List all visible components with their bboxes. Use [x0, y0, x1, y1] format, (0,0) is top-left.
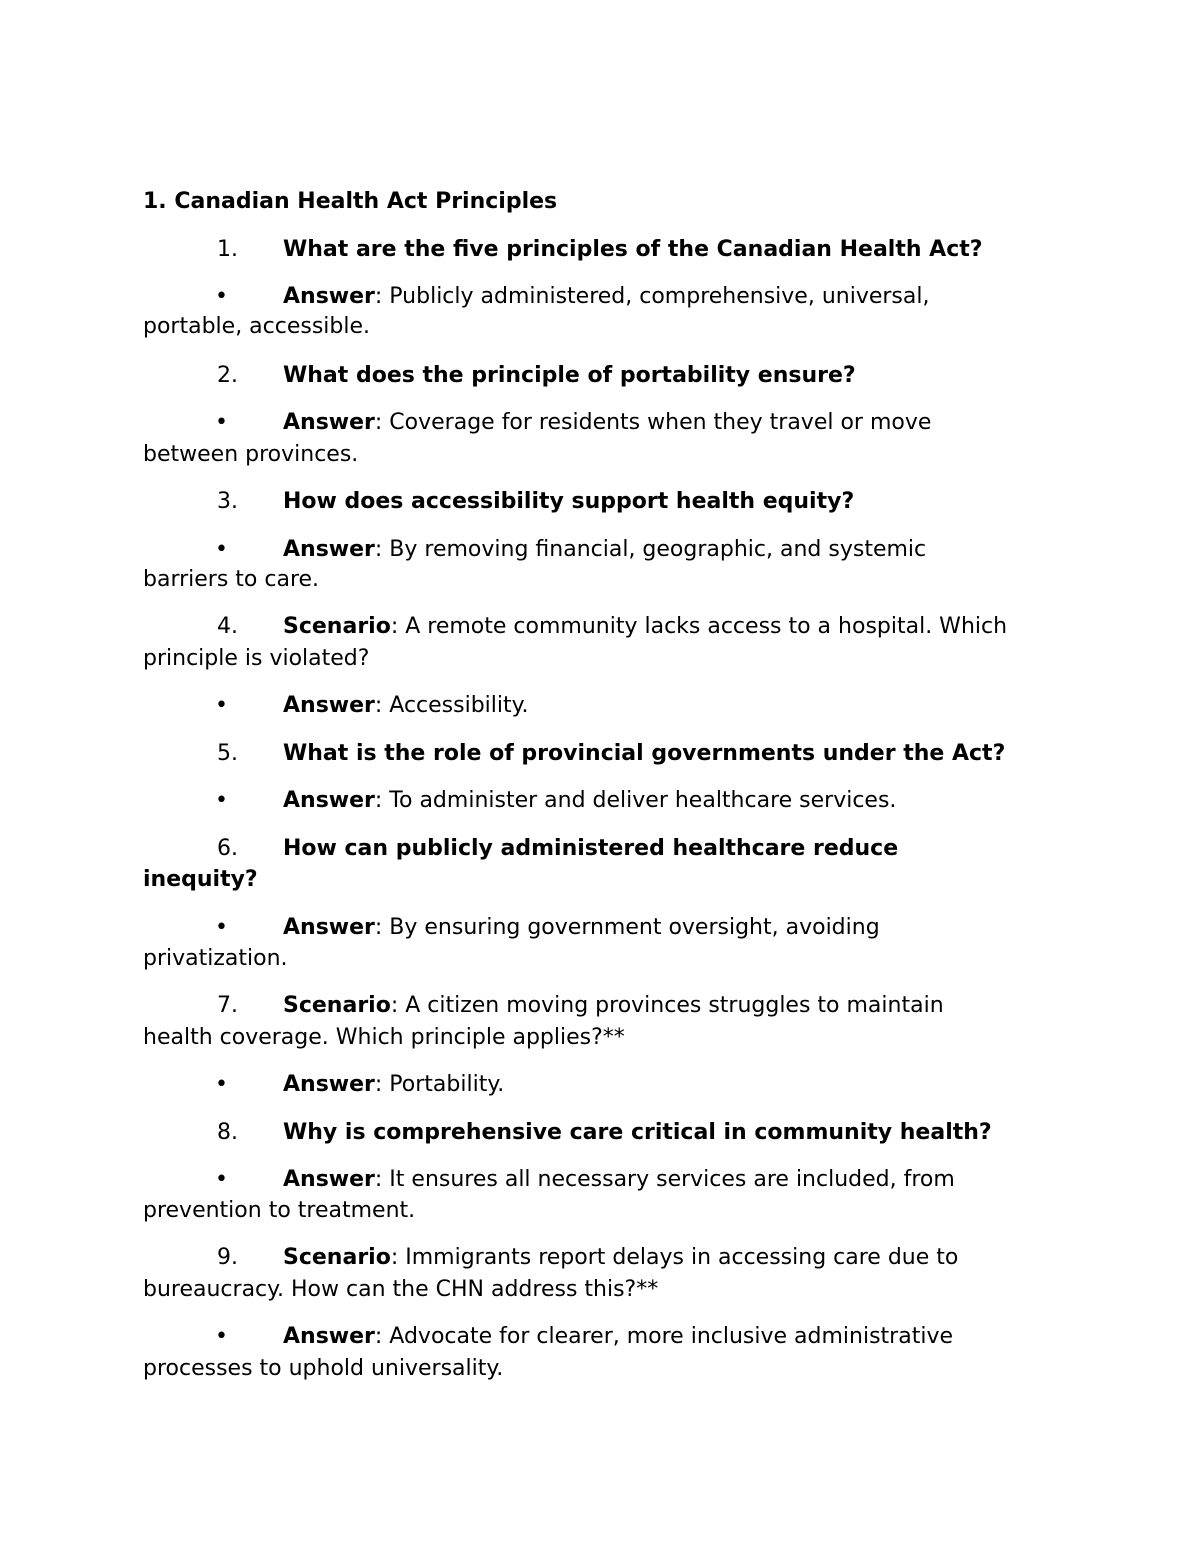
- answer-9-continued: processes to uphold universality.: [143, 1356, 504, 1381]
- item-number: 6.: [217, 836, 238, 861]
- answer-text: : By ensuring government oversight, avoiding: [374, 915, 880, 940]
- bullet-icon: •: [215, 788, 228, 813]
- answer-6-continued: privatization.: [143, 946, 288, 971]
- answer-3-continued: barriers to care.: [143, 567, 320, 592]
- item-number: 2.: [217, 363, 238, 388]
- scenario-text: : A remote community lacks access to a hospital. Which: [390, 614, 1008, 639]
- answer-label: Answer: [283, 410, 375, 435]
- scenario-9-continued: bureaucracy. How can the CHN address this?**: [143, 1277, 659, 1302]
- answer-label: Answer: [283, 788, 375, 813]
- item-number: 1.: [217, 237, 238, 262]
- item-number: 3.: [217, 489, 238, 514]
- scenario-text: : Immigrants report delays in accessing care due to: [390, 1245, 959, 1270]
- question-text: What are the five principles of the Canadian Health Act?: [283, 237, 983, 262]
- question-6-continued: inequity?: [143, 867, 258, 892]
- scenario-text: : A citizen moving provinces struggles to maintain: [390, 993, 944, 1018]
- section-heading: 1. Canadian Health Act Principles: [143, 189, 558, 214]
- item-number: 8.: [217, 1120, 238, 1145]
- item-number: 7.: [217, 993, 238, 1018]
- answer-text: : Portability.: [374, 1072, 505, 1097]
- answer-text: : Publicly administered, comprehensive, universal,: [374, 284, 930, 309]
- bullet-icon: •: [215, 1167, 228, 1192]
- bullet-icon: •: [215, 693, 228, 718]
- item-number: 5.: [217, 741, 238, 766]
- question-text: How can publicly administered healthcare reduce: [283, 836, 899, 861]
- answer-label: Answer: [283, 693, 375, 718]
- scenario-4-continued: principle is violated?: [143, 646, 370, 671]
- answer-label: Answer: [283, 1072, 375, 1097]
- answer-1-continued: portable, accessible.: [143, 314, 371, 339]
- question-text: What is the role of provincial governments under the Act?: [283, 741, 1006, 766]
- answer-2-continued: between provinces.: [143, 442, 359, 467]
- bullet-icon: •: [215, 1072, 228, 1097]
- answer-8-continued: prevention to treatment.: [143, 1198, 416, 1223]
- answer-text: : To administer and deliver healthcare services.: [374, 788, 897, 813]
- answer-label: Answer: [283, 1324, 375, 1349]
- answer-text: : Coverage for residents when they travel or move: [374, 410, 932, 435]
- question-text: Why is comprehensive care critical in community health?: [283, 1120, 992, 1145]
- scenario-label: Scenario: [283, 993, 391, 1018]
- answer-text: : By removing financial, geographic, and systemic: [374, 537, 927, 562]
- item-number: 4.: [217, 614, 238, 639]
- answer-label: Answer: [283, 915, 375, 940]
- scenario-label: Scenario: [283, 1245, 391, 1270]
- bullet-icon: •: [215, 915, 228, 940]
- answer-label: Answer: [283, 284, 375, 309]
- question-text: What does the principle of portability ensure?: [283, 363, 856, 388]
- bullet-icon: •: [215, 537, 228, 562]
- answer-text: : It ensures all necessary services are included, from: [374, 1167, 955, 1192]
- scenario-7-continued: health coverage. Which principle applies?**: [143, 1025, 625, 1050]
- answer-text: : Advocate for clearer, more inclusive administrative: [374, 1324, 953, 1349]
- answer-label: Answer: [283, 1167, 375, 1192]
- answer-text: : Accessibility.: [374, 693, 529, 718]
- question-text: How does accessibility support health equity?: [283, 489, 855, 514]
- bullet-icon: •: [215, 410, 228, 435]
- scenario-label: Scenario: [283, 614, 391, 639]
- answer-label: Answer: [283, 537, 375, 562]
- bullet-icon: •: [215, 284, 228, 309]
- item-number: 9.: [217, 1245, 238, 1270]
- bullet-icon: •: [215, 1324, 228, 1349]
